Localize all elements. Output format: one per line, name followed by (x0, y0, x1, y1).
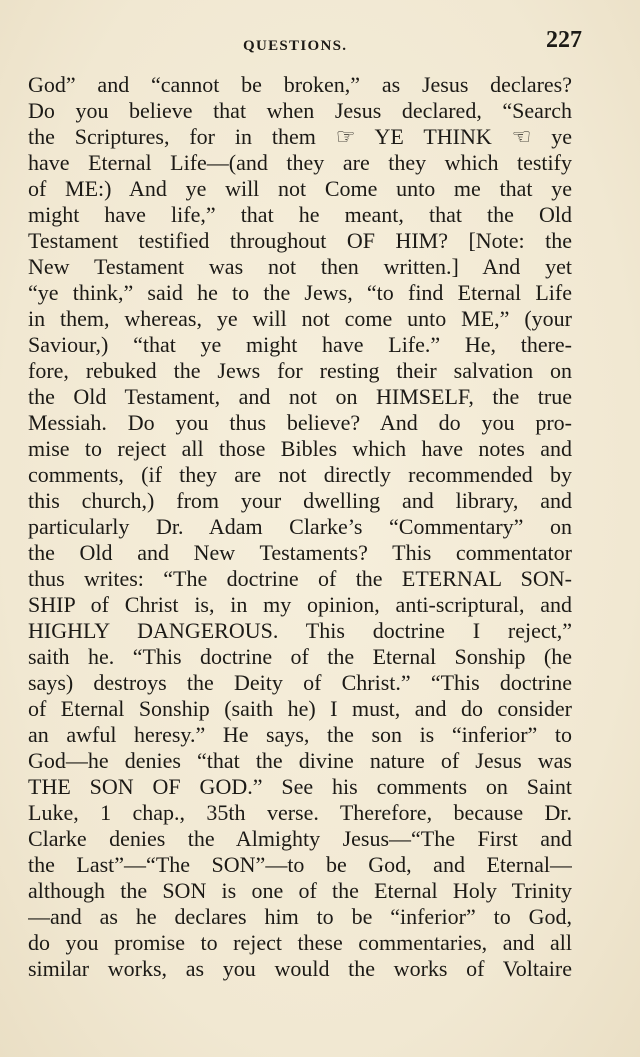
text-line: saith he. “This doctrine of the Eternal Sonship (he (28, 644, 572, 669)
text-line: of ME:) And ye will not Come unto me that ye (28, 176, 572, 201)
text-line: similar works, as you would the works of Voltaire (28, 956, 572, 981)
text-line: although the SON is one of the Eternal Holy Trinity (28, 878, 572, 903)
text-line: Messiah. Do you thus believe? And do you pro- (28, 410, 572, 435)
text-line: in them, whereas, ye will not come unto ME,” (your (28, 306, 572, 331)
text-line: do you promise to reject these commentaries, and all (28, 930, 572, 955)
running-head: QUESTIONS. (243, 38, 348, 54)
text-line: —and as he declares him to be “inferior” to God, (28, 904, 572, 929)
text-line: an awful heresy.” He says, the son is “inferior” to (28, 722, 572, 747)
text-line: mise to reject all those Bibles which have notes and (28, 436, 572, 461)
text-line: might have life,” that he meant, that the Old (28, 202, 572, 227)
text-line: Saviour,) “that ye might have Life.” He, there- (28, 332, 572, 357)
text-line: the Scriptures, for in them ☞ YE THINK ☜ ye (28, 124, 572, 149)
text-line: Clarke denies the Almighty Jesus—“The First and (28, 826, 572, 851)
text-line: HIGHLY DANGEROUS. This doctrine I reject,” (28, 618, 572, 643)
text-line: God—he denies “that the divine nature of Jesus was (28, 748, 572, 773)
page-header (28, 27, 582, 60)
text-line: SHIP of Christ is, in my opinion, anti-scriptural, and (28, 592, 572, 617)
text-line: have Eternal Life—(and they are they which testify (28, 150, 572, 175)
text-line: “ye think,” said he to the Jews, “to find Eternal Life (28, 280, 572, 305)
text-line: thus writes: “The doctrine of the ETERNAL SON- (28, 566, 572, 591)
text-line: of Eternal Sonship (saith he) I must, and do consider (28, 696, 572, 721)
text-line: Luke, 1 chap., 35th verse. Therefore, because Dr. (28, 800, 572, 825)
text-line: Testament testified throughout OF HIM? [Note: the (28, 228, 572, 253)
text-line: the Old and New Testaments? This commentator (28, 540, 572, 565)
text-line: the Old Testament, and not on HIMSELF, the true (28, 384, 572, 409)
text-line: the Last”—“The SON”—to be God, and Eternal— (28, 852, 572, 877)
text-line: particularly Dr. Adam Clarke’s “Commentary” on (28, 514, 572, 539)
text-line: this church,) from your dwelling and library, and (28, 488, 572, 513)
page-number: 227 (546, 27, 582, 53)
text-line: fore, rebuked the Jews for resting their salvation on (28, 358, 572, 383)
body-text (28, 72, 572, 982)
text-line: THE SON OF GOD.” See his comments on Saint (28, 774, 572, 799)
text-line: comments, (if they are not directly recommended by (28, 462, 572, 487)
text-line: New Testament was not then written.] And yet (28, 254, 572, 279)
text-line: God” and “cannot be broken,” as Jesus declares? (28, 72, 572, 97)
text-line: Do you believe that when Jesus declared, “Search (28, 98, 572, 123)
text-line: says) destroys the Deity of Christ.” “This doctrine (28, 670, 572, 695)
